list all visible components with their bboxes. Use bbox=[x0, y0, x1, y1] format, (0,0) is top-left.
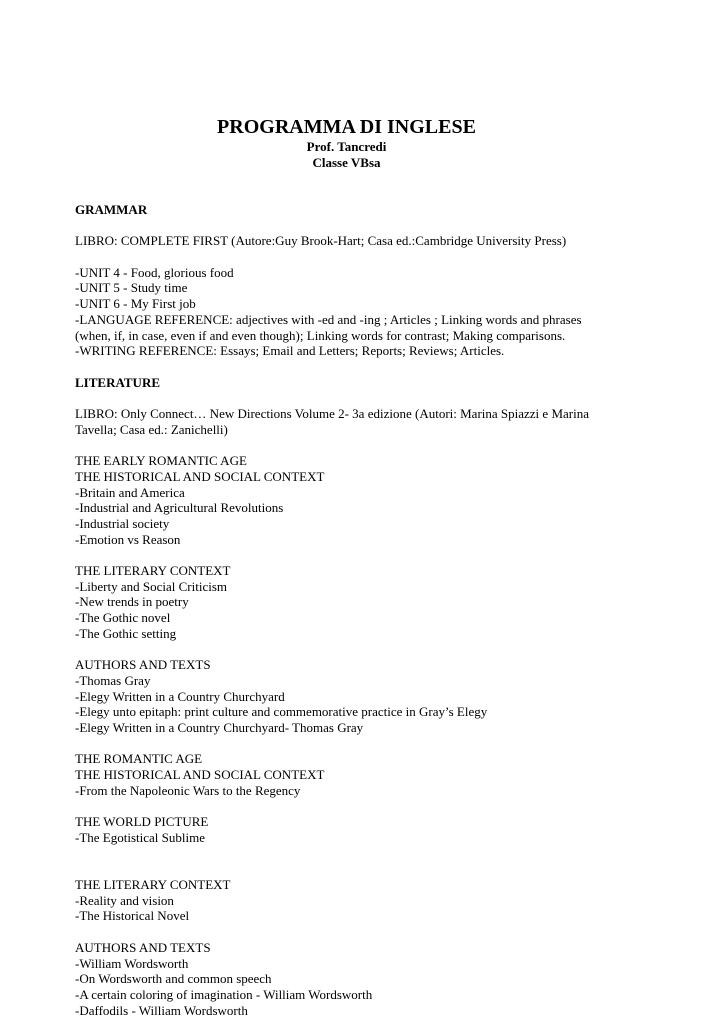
spacer bbox=[75, 736, 635, 752]
list-item: -Emotion vs Reason bbox=[75, 531, 181, 547]
section-subtitle: THE HISTORICAL AND SOCIAL CONTEXT bbox=[75, 468, 325, 484]
list-item: -Elegy Written in a Country Churchyard- Thomas Gray bbox=[75, 720, 364, 736]
spacer bbox=[75, 359, 635, 375]
list-item: -The Gothic setting bbox=[75, 625, 177, 641]
list-item: -The Historical Novel bbox=[75, 908, 190, 924]
spacer bbox=[75, 390, 635, 406]
list-item: -New trends in poetry bbox=[75, 594, 189, 610]
literature-book: Tavella; Casa ed.: Zanichelli) bbox=[75, 421, 228, 437]
spacer bbox=[75, 924, 635, 940]
section-subtitle: AUTHORS AND TEXTS bbox=[75, 939, 211, 955]
section-subtitle: THE LITERARY CONTEXT bbox=[75, 563, 231, 579]
grammar-heading: GRAMMAR bbox=[75, 202, 148, 217]
spacer bbox=[75, 218, 635, 234]
spacer bbox=[75, 846, 635, 862]
grammar-book: LIBRO: COMPLETE FIRST (Autore:Guy Brook-Hart; Casa ed.:Cambridge University Press) bbox=[75, 233, 567, 249]
section-subtitle: AUTHORS AND TEXTS bbox=[75, 657, 211, 673]
section-title: THE ROMANTIC AGE bbox=[75, 751, 203, 767]
spacer bbox=[75, 547, 635, 563]
list-item: -Daffodils - William Wordsworth bbox=[75, 1002, 248, 1018]
list-item: -From the Napoleonic Wars to the Regency bbox=[75, 782, 301, 798]
grammar-item: (when, if, in case, even if and even though); Linking words for contrast; Making comparisons. bbox=[75, 327, 566, 343]
literature-book: LIBRO: Only Connect… New Directions Volume 2- 3a edizione (Autori: Marina Spiazzi e Marina bbox=[75, 406, 589, 422]
list-item: -William Wordsworth bbox=[75, 955, 189, 971]
list-item: -Reality and vision bbox=[75, 892, 174, 908]
list-item: -Elegy unto epitaph: print culture and commemorative practice in Gray’s Elegy bbox=[75, 704, 488, 720]
literature-heading: LITERATURE bbox=[75, 374, 161, 390]
list-item: -Industrial and Agricultural Revolutions bbox=[75, 500, 284, 516]
list-item: -The Egotistical Sublime bbox=[75, 829, 205, 845]
section-subtitle: THE HISTORICAL AND SOCIAL CONTEXT bbox=[75, 767, 325, 783]
list-item: -Thomas Gray bbox=[75, 672, 151, 688]
section-subtitle: THE WORLD PICTURE bbox=[75, 814, 209, 830]
list-item: -The Gothic novel bbox=[75, 610, 171, 626]
spacer bbox=[75, 249, 635, 265]
section-title: THE EARLY ROMANTIC AGE bbox=[75, 453, 247, 469]
list-item: -On Wordsworth and common speech bbox=[75, 971, 272, 987]
section-subtitle: THE LITERARY CONTEXT bbox=[75, 877, 231, 893]
spacer bbox=[75, 642, 635, 658]
spacer bbox=[75, 799, 635, 815]
grammar-item: -LANGUAGE REFERENCE: adjectives with -ed and -ing ; Articles ; Linking words and phrases bbox=[75, 311, 582, 327]
list-item: -Britain and America bbox=[75, 484, 185, 500]
list-item: -Liberty and Social Criticism bbox=[75, 578, 227, 594]
list-item: -Elegy Written in a Country Churchyard bbox=[75, 688, 285, 704]
list-item: -Industrial society bbox=[75, 515, 170, 531]
class-name: Classe VBsa bbox=[312, 155, 381, 170]
spacer bbox=[75, 437, 635, 453]
grammar-item: -UNIT 4 - Food, glorious food bbox=[75, 264, 234, 280]
spacer bbox=[75, 861, 635, 877]
grammar-item: -UNIT 5 - Study time bbox=[75, 280, 188, 296]
document-title: PROGRAMMA DI INGLESE bbox=[217, 116, 476, 138]
document-body bbox=[75, 202, 635, 1018]
grammar-item: -WRITING REFERENCE: Essays; Email and Letters; Reports; Reviews; Articles. bbox=[75, 343, 505, 359]
grammar-item: -UNIT 6 - My First job bbox=[75, 296, 196, 312]
teacher-name: Prof. Tancredi bbox=[306, 139, 387, 154]
list-item: -A certain coloring of imagination - William Wordsworth bbox=[75, 986, 373, 1002]
